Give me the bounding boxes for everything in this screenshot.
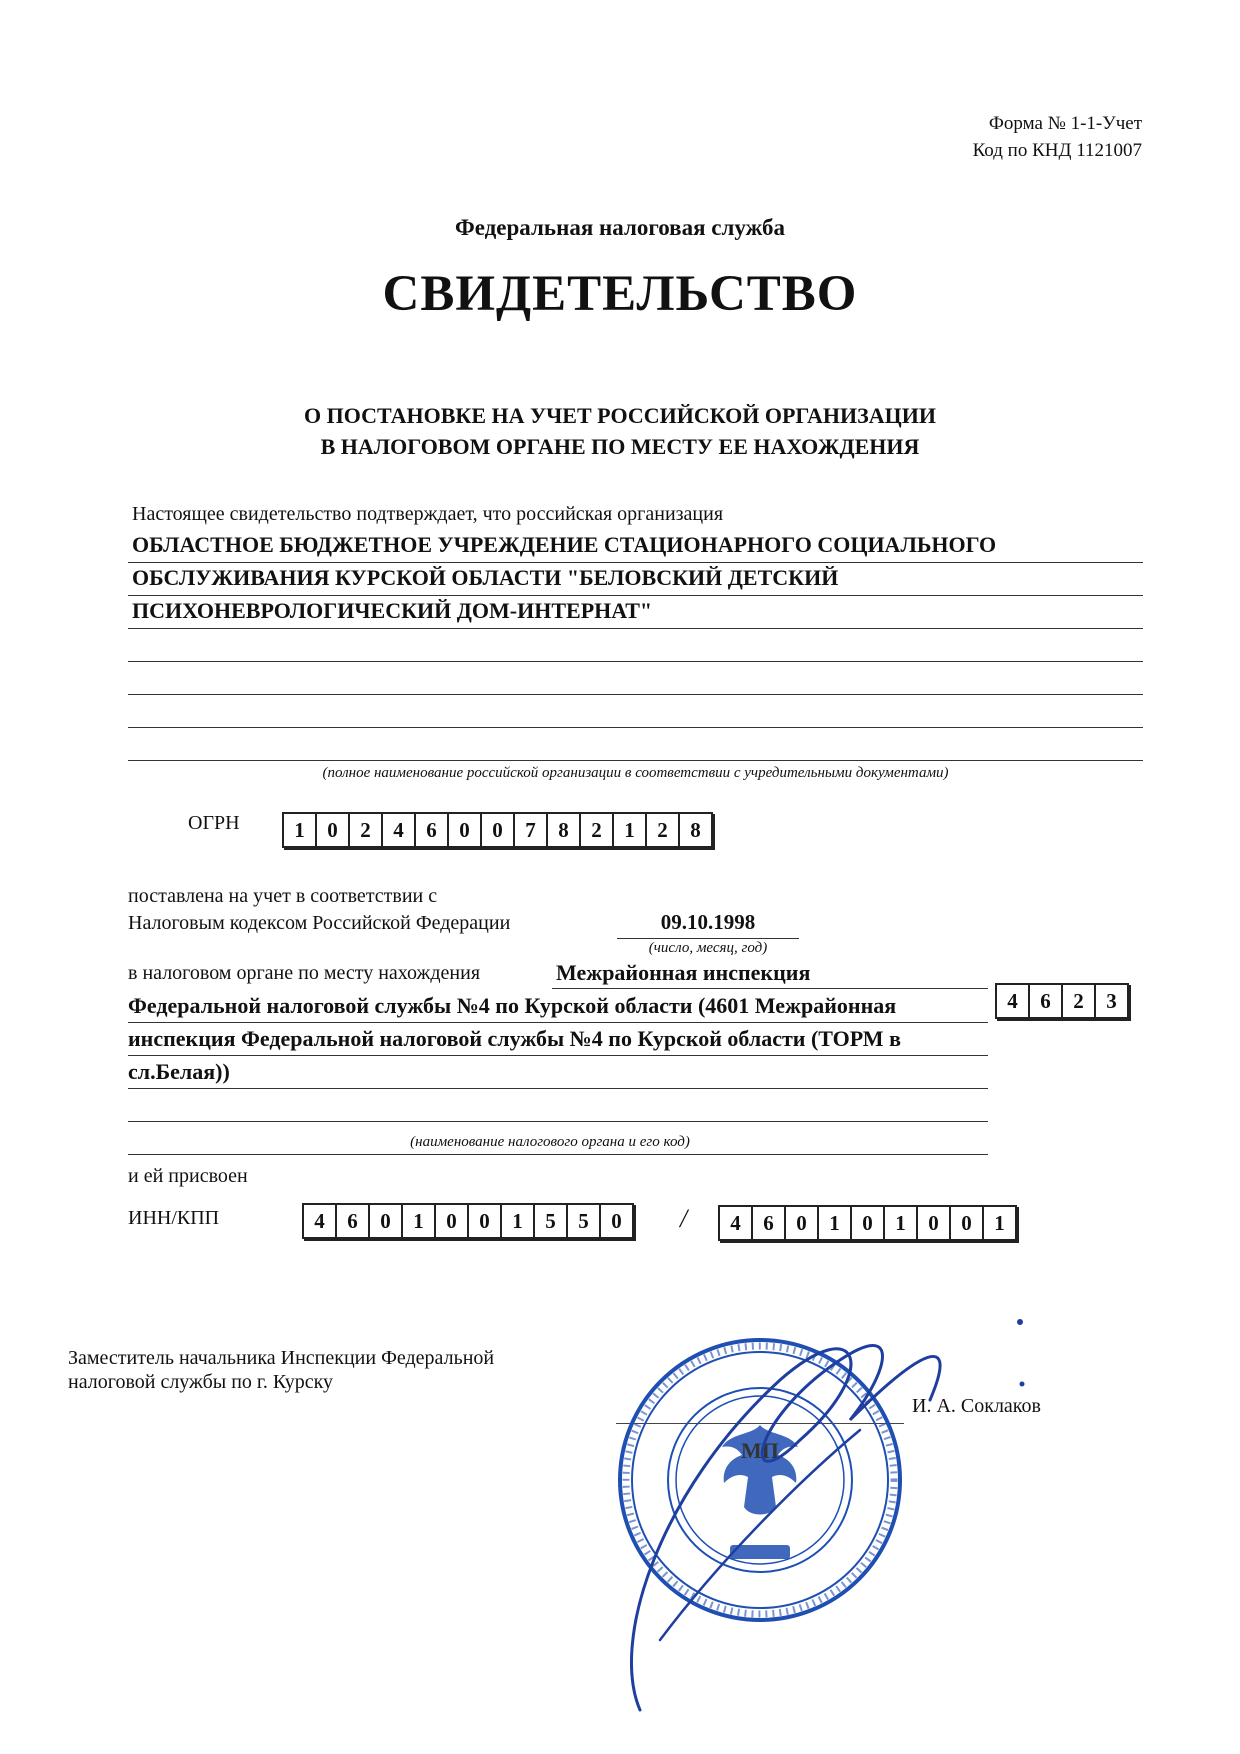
- ogrn-digit: 4: [383, 814, 416, 846]
- kpp-digit-box: [718, 1205, 1017, 1241]
- tax-authority-prefix: в налоговом органе по месту нахождения: [128, 962, 481, 984]
- kpp-digit: 0: [852, 1207, 885, 1239]
- kpp-digit: 1: [819, 1207, 852, 1239]
- kpp-digit: 4: [720, 1207, 753, 1239]
- intro-text: Настоящее свидетельство подтверждает, что российская организация: [132, 503, 724, 525]
- inn-digit: 4: [304, 1205, 337, 1237]
- inn-digit: 5: [568, 1205, 601, 1237]
- kpp-digit: 0: [918, 1207, 951, 1239]
- inn-digit: 5: [535, 1205, 568, 1237]
- org-name-line-1: ОБЛАСТНОЕ БЮДЖЕТНОЕ УЧРЕЖДЕНИЕ СТАЦИОНАРНОГО СОЦИАЛЬНОГО: [132, 532, 997, 557]
- ogrn-digit: 2: [350, 814, 383, 846]
- kpp-digit: 6: [753, 1207, 786, 1239]
- tax-code-digit: 2: [1063, 985, 1096, 1017]
- inn-digit: 0: [469, 1205, 502, 1237]
- form-meta: [973, 110, 1142, 164]
- org-line: [128, 664, 1143, 695]
- inn-kpp-separator: /: [680, 1204, 688, 1233]
- tax-line: [128, 1058, 988, 1089]
- signatory-position-line-1: Заместитель начальника Инспекции Федеральной: [68, 1347, 495, 1369]
- registration-date: 09.10.1998: [660, 910, 756, 934]
- signatory-position-line-2: налоговой службы по г. Курску: [68, 1371, 334, 1393]
- kpp-digit: 1: [994, 1210, 1005, 1235]
- agency-name: Федеральная налоговая служба: [455, 215, 785, 240]
- registration-line-2: Налоговым кодексом Российской Федерации: [128, 912, 511, 934]
- document-title: СВИДЕТЕЛЬСТВО: [382, 266, 858, 322]
- org-line: [128, 697, 1143, 728]
- ogrn-digit: 1: [284, 814, 317, 846]
- ogrn-digit-box: [282, 812, 713, 848]
- registration-line-1: поставлена на учет в соответствии с: [128, 885, 438, 907]
- ogrn-digit: 6: [416, 814, 449, 846]
- ogrn-digit: 1: [614, 814, 647, 846]
- tax-authority-line-4: сл.Белая)): [128, 1059, 230, 1084]
- ogrn-digit: 8: [548, 814, 581, 846]
- inn-digit: 0: [370, 1205, 403, 1237]
- ogrn-digit: 0: [482, 814, 515, 846]
- ogrn-digit: 0: [449, 814, 482, 846]
- subtitle-line-2: В НАЛОГОВОМ ОРГАНЕ ПО МЕСТУ ЕЕ НАХОЖДЕНИЯ: [320, 434, 920, 459]
- tax-code-digit: 3: [1106, 988, 1117, 1013]
- inn-digit: 1: [502, 1205, 535, 1237]
- org-caption: (полное наименование российской организации в соответствии с учредительными документами): [322, 765, 949, 781]
- ogrn-digit: 2: [647, 814, 680, 846]
- stamp-mark: МП: [741, 1438, 779, 1463]
- ogrn-digit: 8: [690, 817, 701, 842]
- subtitle-line-1: О ПОСТАНОВКЕ НА УЧЕТ РОССИЙСКОЙ ОРГАНИЗАЦИИ: [304, 403, 936, 428]
- tax-authority-caption: (наименование налогового органа и его код): [410, 1134, 690, 1150]
- tax-code-digit: 6: [1030, 985, 1063, 1017]
- org-name-line-3: ПСИХОНЕВРОЛОГИЧЕСКИЙ ДОМ-ИНТЕРНАТ": [132, 598, 653, 623]
- handwritten-signature: [600, 1310, 1040, 1730]
- inn-digit: 0: [436, 1205, 469, 1237]
- inn-digit: 1: [403, 1205, 436, 1237]
- kpp-digit: 1: [885, 1207, 918, 1239]
- document-subtitle: [0, 400, 1240, 462]
- inn-digit: 6: [337, 1205, 370, 1237]
- tax-authority-line-2: Федеральной налоговой службы №4 по Курской области (4601 Межрайонная: [128, 993, 897, 1018]
- form-number: Форма № 1-1-Учет: [988, 113, 1142, 134]
- knd-code: Код по КНД 1121007: [972, 140, 1142, 161]
- ogrn-label: ОГРН: [188, 812, 240, 834]
- tax-authority-line-1: Межрайонная инспекция: [556, 960, 811, 985]
- ogrn-digit: 7: [515, 814, 548, 846]
- kpp-digit: 0: [951, 1207, 984, 1239]
- date-caption: (число, месяц, год): [648, 940, 768, 956]
- org-name-line-2: ОБСЛУЖИВАНИЯ КУРСКОЙ ОБЛАСТИ "БЕЛОВСКИЙ ДЕТСКИЙ: [132, 565, 839, 590]
- signatory-position: [68, 1346, 494, 1394]
- ogrn-digit: 2: [581, 814, 614, 846]
- tax-line: [128, 1091, 988, 1122]
- signatory-name: И. А. Соклаков: [912, 1395, 1041, 1417]
- org-line-spacer: [128, 733, 1143, 763]
- tax-code-digit: 4: [997, 985, 1030, 1017]
- tax-authority-line-3: инспекция Федеральной налоговой службы №4 по Курской области (ТОРМ в: [128, 1026, 901, 1051]
- tax-authority-code-box: [995, 983, 1129, 1019]
- assigned-label: и ей присвоен: [128, 1165, 248, 1187]
- inn-digit: 0: [611, 1208, 622, 1233]
- org-line: [128, 631, 1143, 662]
- inn-kpp-label: ИНН/КПП: [128, 1207, 220, 1229]
- ogrn-digit: 0: [317, 814, 350, 846]
- inn-digit-box: [302, 1203, 634, 1239]
- kpp-digit: 0: [786, 1207, 819, 1239]
